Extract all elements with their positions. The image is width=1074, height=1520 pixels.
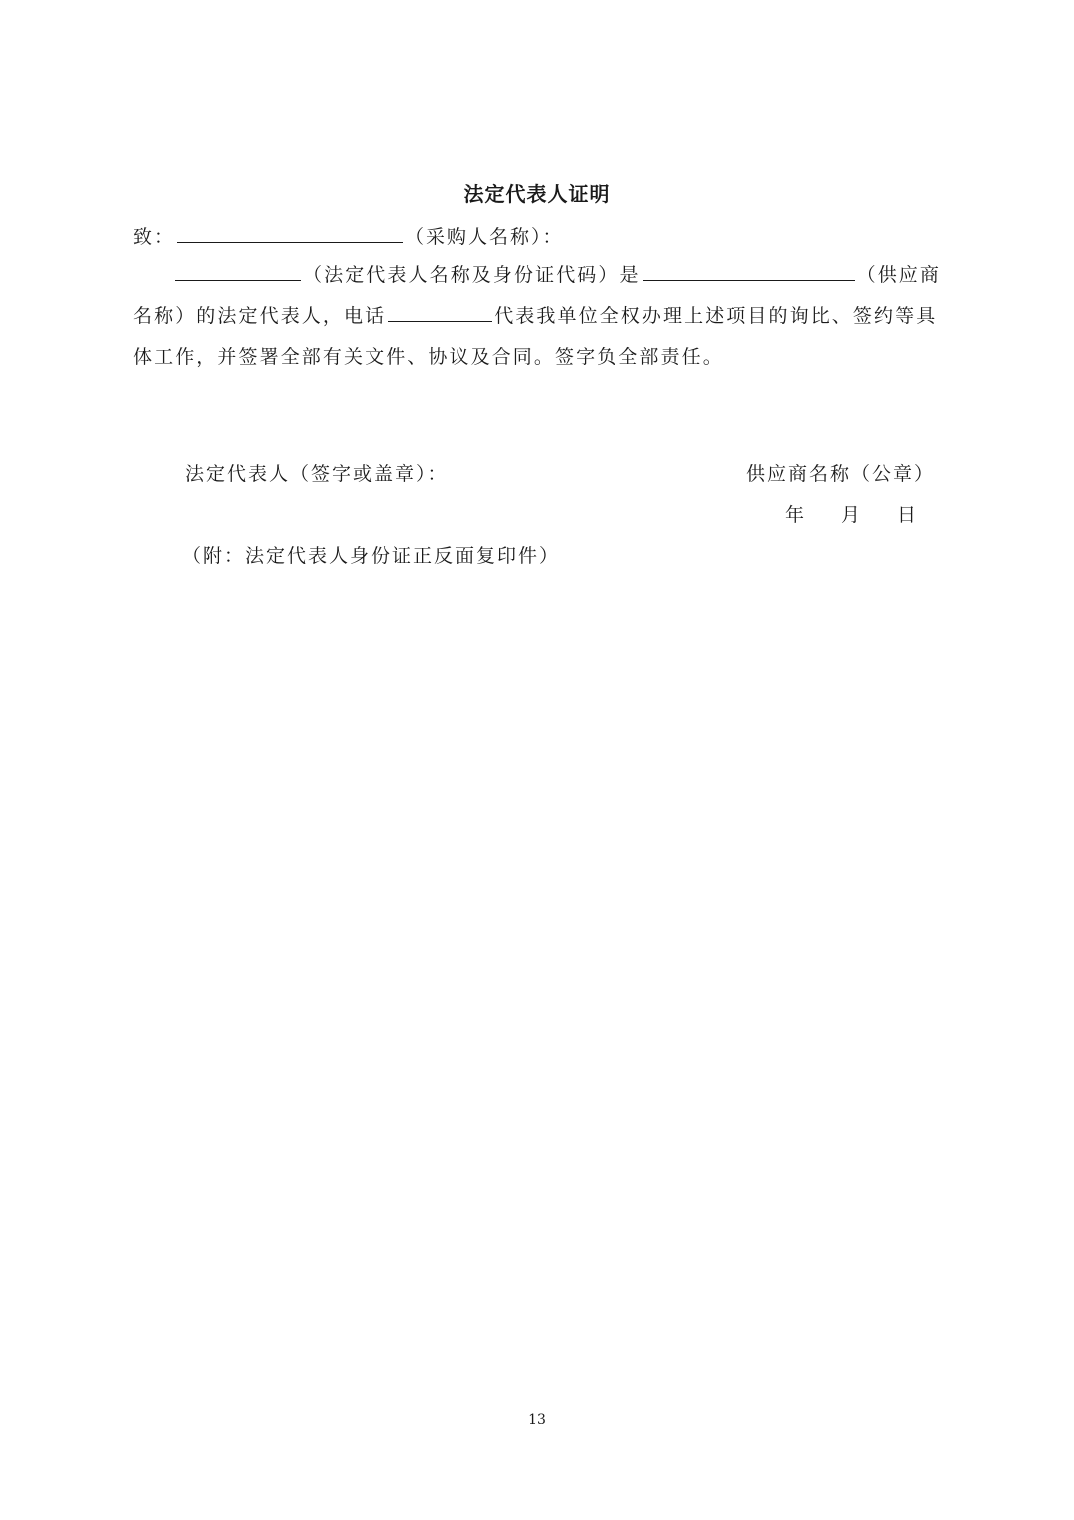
date-year: 年	[785, 504, 807, 526]
representative-name-blank[interactable]	[175, 260, 301, 281]
addressee-line	[133, 222, 564, 251]
statement-part2: （供应商名称）的法定代表人，电话	[133, 264, 942, 327]
date-day: 日	[897, 504, 919, 526]
addressee-prefix: 致：	[133, 226, 176, 248]
statement-part1: （法定代表人名称及身份证代码）是	[303, 264, 641, 286]
date-line	[785, 501, 918, 529]
signature-left: 法定代表人（签字或盖章）：	[185, 463, 449, 485]
page-number: 13	[528, 1412, 546, 1428]
signature-right: 供应商名称（公章）	[746, 463, 936, 485]
phone-blank[interactable]	[388, 301, 492, 322]
supplier-name-blank[interactable]	[643, 260, 855, 281]
attachment-note: （附：法定代表人身份证正反面复印件）	[182, 545, 561, 567]
date-month: 月	[841, 504, 863, 526]
addressee-suffix: （采购人名称）：	[405, 226, 564, 248]
document-title: 法定代表人证明	[463, 182, 611, 206]
statement-part3: 代表我单位全权办理上述项目的询比、签约等具体工作，并签署全部有关文件、协议及合同。签字负全部责任。	[133, 305, 938, 368]
purchaser-name-blank[interactable]	[177, 222, 403, 243]
statement-paragraph	[133, 255, 945, 378]
